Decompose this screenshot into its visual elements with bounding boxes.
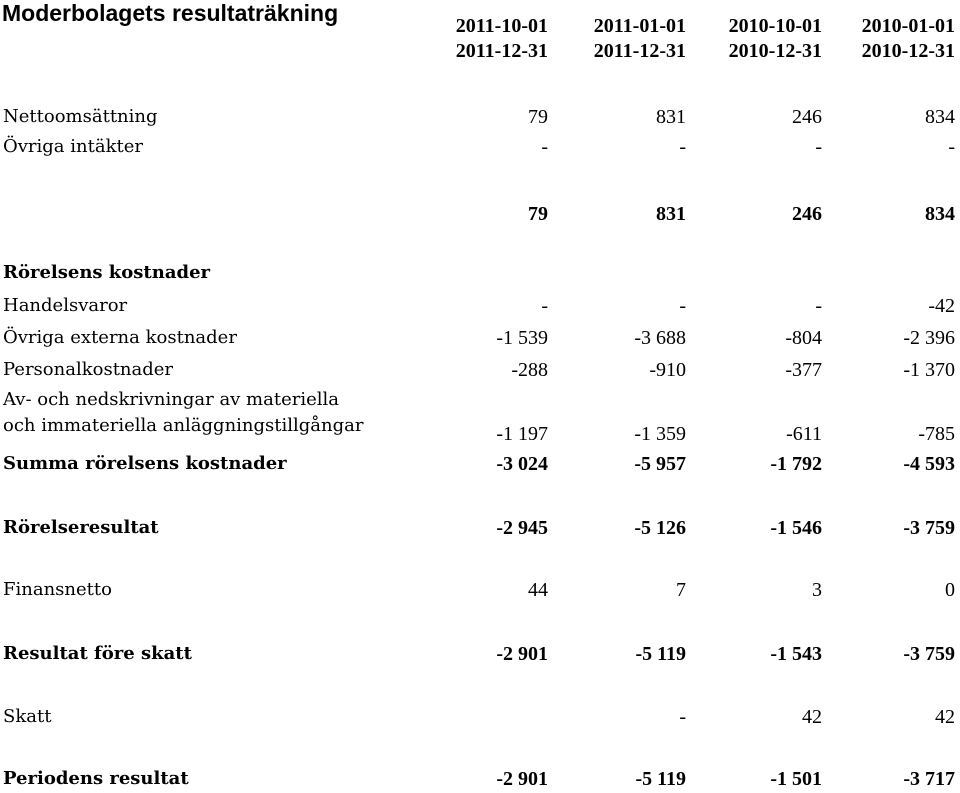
cell-value: - (815, 295, 822, 317)
page-title: Moderbolagets resultaträkning (2, 0, 339, 26)
cell-value: 246 (792, 203, 822, 225)
column-header-3 (682, 14, 822, 64)
column-end-date: 2011-12-31 (455, 40, 548, 62)
cell-value: -3 024 (496, 453, 548, 475)
row-label: Rörelseresultat (3, 517, 159, 538)
cell-value: 79 (528, 203, 548, 225)
cell-value: - (948, 136, 955, 158)
cell-value: -804 (785, 327, 822, 349)
cell-value: -2 901 (496, 643, 548, 665)
section-heading-rorelsens-kostnader (0, 259, 960, 287)
row-label: Finansnetto (3, 579, 112, 600)
row-periodens-resultat (0, 765, 960, 793)
row-label: Handelsvaror (3, 295, 128, 316)
row-avskrivningar (0, 386, 960, 446)
cell-value: -1 197 (496, 423, 548, 445)
cell-value: 831 (656, 203, 686, 225)
row-label: Periodens resultat (3, 768, 189, 789)
row-handelsvaror (0, 292, 960, 320)
cell-value: -42 (928, 295, 955, 317)
row-label: Övriga intäkter (3, 136, 143, 157)
cell-value: -4 593 (903, 453, 955, 475)
row-label: Nettoomsättning (3, 106, 158, 127)
cell-value: 42 (802, 706, 822, 728)
row-summa-intakter (0, 200, 960, 228)
column-header-2 (546, 14, 686, 64)
cell-value: -3 717 (903, 768, 955, 790)
row-label: Summa rörelsens kostnader (3, 453, 287, 474)
cell-value: -5 957 (634, 453, 686, 475)
column-start-date: 2010-10-01 (728, 15, 822, 37)
cell-value: - (679, 295, 686, 317)
row-label-line2: och immateriella anläggningstillgångar (3, 415, 364, 436)
cell-value: -288 (511, 359, 548, 381)
cell-value: -5 119 (635, 643, 686, 665)
column-end-date: 2010-12-31 (728, 40, 822, 62)
cell-value: - (679, 136, 686, 158)
cell-value: 79 (528, 106, 548, 128)
cell-value: 0 (945, 579, 955, 601)
cell-value: -2 396 (903, 327, 955, 349)
cell-value: - (815, 136, 822, 158)
row-rorelseresultat (0, 514, 960, 542)
row-summa-rorelsens-kostnader (0, 450, 960, 478)
cell-value: -1 546 (770, 517, 822, 539)
column-start-date: 2011-10-01 (455, 15, 548, 37)
cell-value: -377 (785, 359, 822, 381)
row-label: Skatt (3, 706, 52, 727)
row-personalkostnader (0, 356, 960, 384)
row-nettoomsattning (0, 103, 960, 131)
cell-value: -1 501 (770, 768, 822, 790)
column-end-date: 2010-12-31 (861, 40, 955, 62)
row-ovriga-externa-kostnader (0, 324, 960, 352)
column-end-date: 2011-12-31 (593, 40, 686, 62)
cell-value: 44 (528, 579, 548, 601)
cell-value: 834 (925, 106, 955, 128)
row-skatt (0, 703, 960, 731)
cell-value: -3 759 (903, 643, 955, 665)
cell-value: -1 370 (903, 359, 955, 381)
row-label: Övriga externa kostnader (3, 327, 237, 348)
cell-value: - (679, 706, 686, 728)
cell-value: 246 (792, 106, 822, 128)
cell-value: - (541, 136, 548, 158)
cell-value: -611 (786, 423, 822, 445)
cell-value: -2 945 (496, 517, 548, 539)
cell-value: -1 792 (770, 453, 822, 475)
cell-value: 3 (812, 579, 822, 601)
cell-value: 7 (676, 579, 686, 601)
cell-value: 834 (925, 203, 955, 225)
cell-value: -5 126 (634, 517, 686, 539)
cell-value: - (541, 295, 548, 317)
row-ovriga-intakter (0, 133, 960, 161)
column-start-date: 2010-01-01 (861, 15, 955, 37)
cell-value: -3 759 (903, 517, 955, 539)
section-heading: Rörelsens kostnader (3, 262, 211, 283)
column-header-4 (815, 14, 955, 64)
cell-value: -1 543 (770, 643, 822, 665)
column-header-1 (408, 14, 548, 64)
cell-value: 831 (656, 106, 686, 128)
row-label-line1: Av- och nedskrivningar av materiella (3, 389, 340, 410)
cell-value: -785 (918, 423, 955, 445)
cell-value: 42 (935, 706, 955, 728)
cell-value: -2 901 (496, 768, 548, 790)
column-start-date: 2011-01-01 (593, 15, 686, 37)
cell-value: -3 688 (634, 327, 686, 349)
cell-value: -5 119 (635, 768, 686, 790)
cell-value: -1 539 (496, 327, 548, 349)
row-label: Personalkostnader (3, 359, 174, 380)
row-finansnetto (0, 576, 960, 604)
cell-value: -1 359 (634, 423, 686, 445)
row-label: Resultat före skatt (3, 643, 192, 664)
row-resultat-fore-skatt (0, 640, 960, 668)
cell-value: -910 (649, 359, 686, 381)
